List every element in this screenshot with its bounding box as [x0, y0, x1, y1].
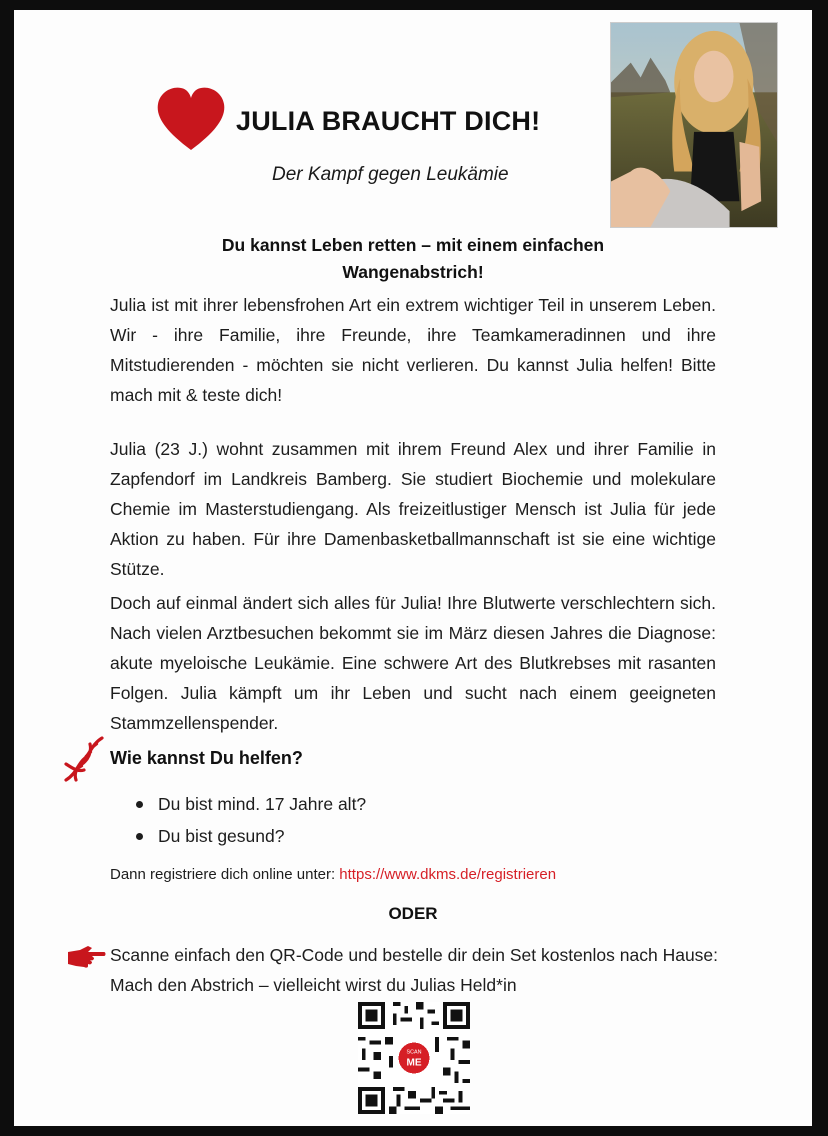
qr-badge-me: ME — [406, 1057, 422, 1069]
or-separator: ODER — [388, 904, 438, 923]
lead-line-2: Wangenabstrich! — [342, 262, 484, 282]
lead-line-1: Du kannst Leben retten – mit einem einfachen — [221, 235, 605, 255]
pointing-hand-icon — [66, 942, 106, 970]
lead-statement — [184, 232, 642, 286]
help-heading: Wie kannst Du helfen? — [110, 748, 303, 768]
paragraph-intro: Julia ist mit ihrer lebensfrohen Art ein extrem wichtiger Teil in unserem Leben. Wir - ihre Familie, ihre Freunde, ihre Teamkameradinnen und ihre Mitstudierenden - möchten sie nicht verlieren. Du kannst Julia helfen! Bitte mach mit & teste dich! — [110, 295, 716, 405]
register-text: Dann registriere dich online unter: — [110, 866, 340, 883]
scan-instruction: Scanne einfach den QR-Code und bestelle dir dein Set kostenlos nach Hause: Mach den Abstrich – vielleicht wirst du Julias Held*in — [110, 945, 719, 995]
register-line — [110, 866, 556, 883]
page-title: JULIA BRAUCHT DICH! — [236, 106, 541, 136]
flyer-page — [14, 10, 812, 1126]
list-item: Du bist gesund? — [134, 820, 366, 852]
dna-icon — [62, 734, 106, 784]
paragraph-about: Julia (23 J.) wohnt zusammen mit ihrem Freund Alex und ihrer Familie in Zapfendorf im Landkreis Bamberg. Sie studiert Biochemie und molekulare Chemie im Masterstudiengang. Als freizeitlustiger Mensch ist Julia für jede Aktion zu haben. Für ihre Damenbasketballmannschaft ist sie eine wichtige Stütze. — [110, 439, 716, 579]
list-item: Du bist mind. 17 Jahre alt? — [134, 788, 366, 820]
register-link[interactable]: https://www.dkms.de/registrieren — [339, 866, 557, 883]
heart-icon — [156, 86, 226, 152]
portrait-photo — [610, 22, 778, 228]
requirements-list — [134, 788, 366, 852]
subtitle: Der Kampf gegen Leukämie — [272, 164, 509, 185]
qr-badge-scan: SCAN — [406, 1049, 422, 1056]
paragraph-diagnosis: Doch auf einmal ändert sich alles für Julia! Ihre Blutwerte verschlechtern sich. Nach vielen Arztbesuchen bekommt sie im März diesen Jahres die Diagnose: akute myeloische Leukämie. Eine schwere Art des Blutkrebses mit rasanten Folgen. Julia kämpft um ihr Leben und sucht nach einem geeigneten Stammzellenspender. — [110, 593, 716, 733]
qr-code[interactable] — [358, 1002, 470, 1114]
